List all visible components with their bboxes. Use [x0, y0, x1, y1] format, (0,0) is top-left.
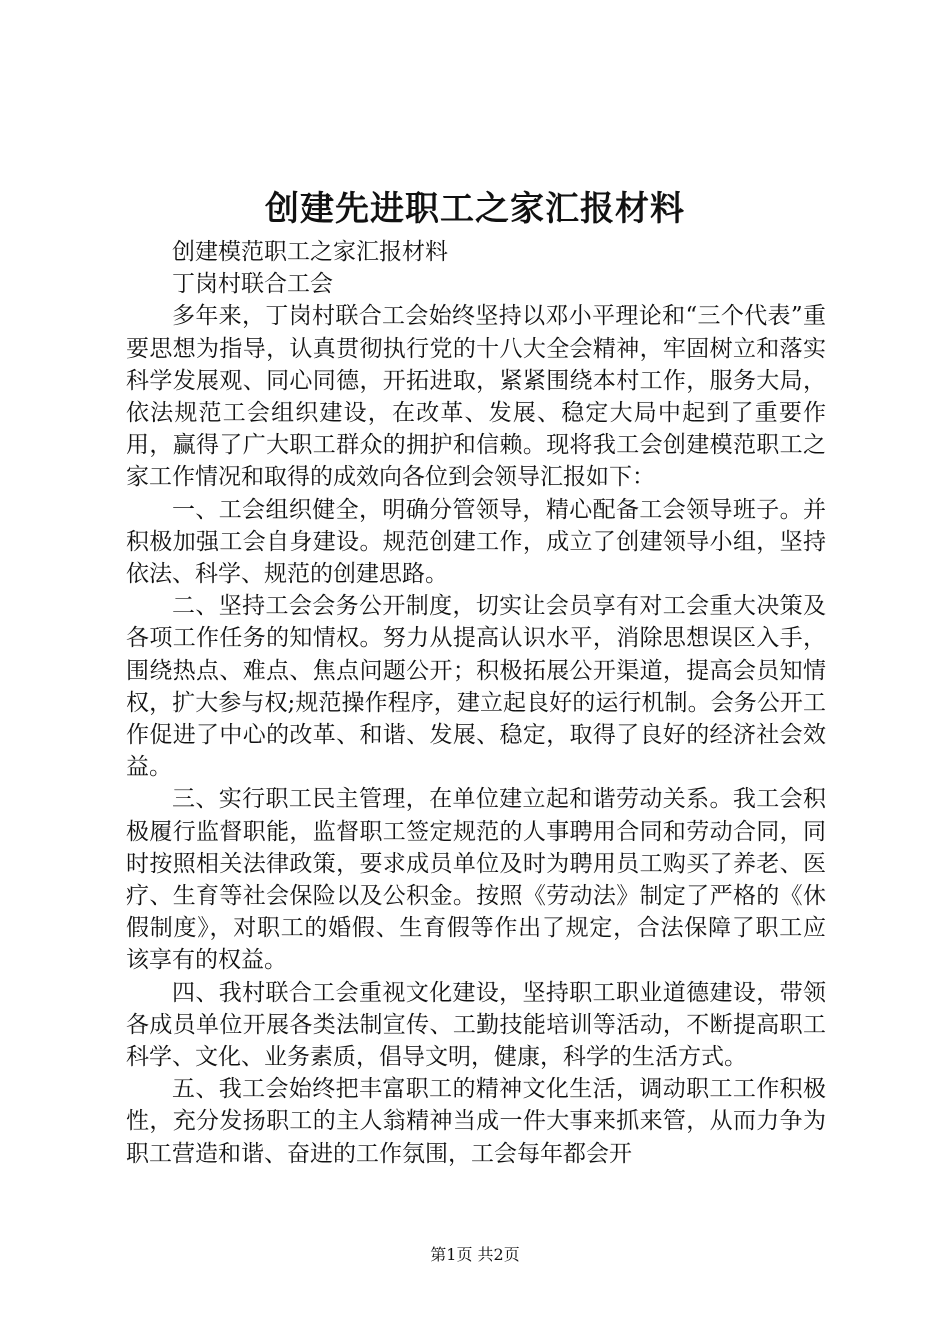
section-three-paragraph: 三、实行职工民主管理，在单位建立起和谐劳动关系。我工会积极履行监督职能，监督职工签定规范的人事聘用合同和劳动合同，同时按照相关法律政策，要求成员单位及时为聘用员工购买了养老、医疗、生育等社会保险以及公积金。按照《劳动法》制定了严格的《休假制度》，对职工的婚假、生育假等作出了规定，合法保障了职工应该享有的权益。 [126, 786, 826, 974]
organization-paragraph: 丁岗村联合工会 [172, 271, 333, 298]
section-five-paragraph: 五、我工会始终把丰富职工的精神文化生活，调动职工工作积极性，充分发扬职工的主人翁精神当成一件大事来抓来管，从而力争为职工营造和谐、奋进的工作氛围，工会每年都会开 [126, 1076, 826, 1167]
section-four-paragraph: 四、我村联合工会重视文化建设，坚持职工职业道德建设，带领各成员单位开展各类法制宣传、工勤技能培训等活动，不断提高职工科学、文化、业务素质，倡导文明，健康，科学的生活方式。 [126, 979, 826, 1071]
page-footer: 第1页 共2页 [430, 1245, 520, 1264]
section-two-paragraph: 二、坚持工会会务公开制度，切实让会员享有对工会重大决策及各项工作任务的知情权。努力从提高认识水平，消除思想误区入手，围绕热点、难点、焦点问题公开；积极拓展公开渠道，提高会员知情权，扩大参与权;规范操作程序，建立起良好的运行机制。会务公开工作促进了中心的改革、和谐、发展、稳定，取得了良好的经济社会效益。 [126, 593, 826, 781]
document-body [126, 236, 826, 1170]
subtitle-paragraph: 创建模范职工之家汇报材料 [172, 239, 448, 265]
intro-paragraph: 多年来，丁岗村联合工会始终坚持以邓小平理论和“三个代表”重要思想为指导，认真贯彻执行党的十八大全会精神，牢固树立和落实科学发展观、同心同德，开拓进取，紧紧围绕本村工作，服务大局，依法规范工会组织建设，在改革、发展、稳定大局中起到了重要作用，赢得了广大职工群众的拥护和信赖。现将我工会创建模范职工之家工作情况和取得的成效向各位到会领导汇报如下： [126, 303, 826, 491]
section-one-paragraph: 一、工会组织健全，明确分管领导，精心配备工会领导班子。并积极加强工会自身建设。规范创建工作，成立了创建领导小组，坚持依法、科学、规范的创建思路。 [126, 496, 826, 588]
document-title: 创建先进职工之家汇报材料 [265, 189, 685, 229]
